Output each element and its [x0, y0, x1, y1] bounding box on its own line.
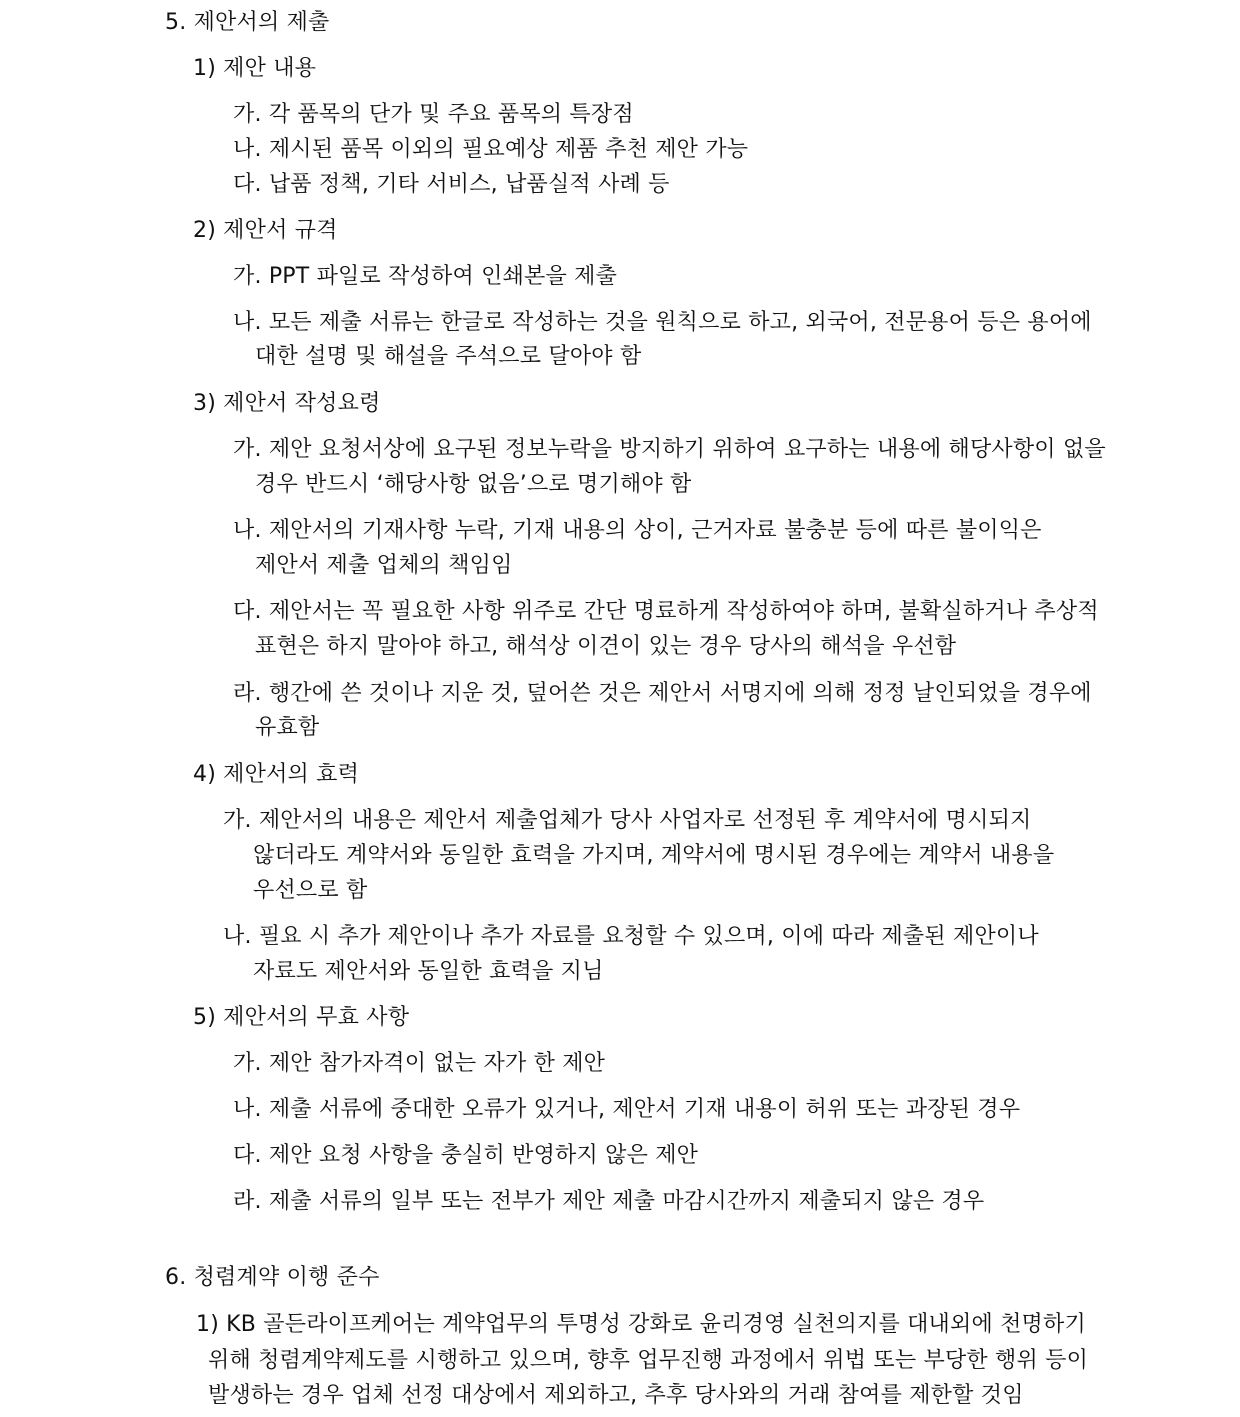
- list-item: 가. PPT 파일로 작성하여 인쇄본을 제출: [233, 264, 618, 289]
- list-item-continuation: 경우 반드시 ‘해당사항 없음’으로 명기해야 함: [255, 472, 692, 497]
- list-item-continuation: 대한 설명 및 해설을 주석으로 달아야 함: [255, 344, 642, 369]
- list-item-continuation: 유효함: [255, 715, 320, 740]
- list-item: 나. 모든 제출 서류는 한글로 작성하는 것을 원칙으로 하고, 외국어, 전문용어 등은 용어에: [233, 310, 1092, 335]
- list-item-continuation: 위해 청렴계약제도를 시행하고 있으며, 향후 업무진행 과정에서 위법 또는 부당한 행위 등이: [208, 1348, 1089, 1373]
- list-item: 가. 제안서의 내용은 제안서 제출업체가 당사 사업자로 선정된 후 계약서에 명시되지: [223, 808, 1032, 833]
- list-item-continuation: 우선으로 함: [253, 878, 368, 903]
- list-item-continuation: 제안서 제출 업체의 책임임: [255, 553, 513, 578]
- subsection-heading: 5) 제안서의 무효 사항: [193, 1005, 410, 1030]
- list-item: 다. 제안서는 꼭 필요한 사항 위주로 간단 명료하게 작성하여야 하며, 불확실하거나 추상적: [233, 599, 1099, 624]
- subsection-heading: 3) 제안서 작성요령: [193, 391, 381, 416]
- list-item-continuation: 않더라도 계약서와 동일한 효력을 가지며, 계약서에 명시된 경우에는 계약서 내용을: [253, 843, 1055, 868]
- list-item: 나. 제안서의 기재사항 누락, 기재 내용의 상이, 근거자료 불충분 등에 따른 불이익은: [233, 518, 1042, 543]
- list-item: 라. 행간에 쓴 것이나 지운 것, 덮어쓴 것은 제안서 서명지에 의해 정정 날인되었을 경우에: [233, 681, 1092, 706]
- subsection-heading: 4) 제안서의 효력: [193, 762, 360, 787]
- list-item: 1) KB 골든라이프케어는 계약업무의 투명성 강화로 윤리경영 실천의지를 대내외에 천명하기: [196, 1312, 1086, 1337]
- list-item: 가. 각 품목의 단가 및 주요 품목의 특장점: [233, 102, 634, 127]
- section-heading: 5. 제안서의 제출: [165, 10, 330, 35]
- list-item: 라. 제출 서류의 일부 또는 전부가 제안 제출 마감시간까지 제출되지 않은 경우: [233, 1189, 985, 1214]
- list-item: 가. 제안 참가자격이 없는 자가 한 제안: [233, 1051, 606, 1076]
- list-item: 다. 납품 정책, 기타 서비스, 납품실적 사례 등: [233, 172, 670, 197]
- subsection-heading: 2) 제안서 규격: [193, 218, 338, 243]
- list-item-continuation: 발생하는 경우 업체 선정 대상에서 제외하고, 추후 당사와의 거래 참여를 제한할 것임: [208, 1383, 1024, 1408]
- list-item-continuation: 표현은 하지 말아야 하고, 해석상 이견이 있는 경우 당사의 해석을 우선함: [255, 634, 957, 659]
- list-item: 가. 제안 요청서상에 요구된 정보누락을 방지하기 위하여 요구하는 내용에 해당사항이 없을: [233, 437, 1106, 462]
- subsection-heading: 1) 제안 내용: [193, 56, 317, 81]
- list-item: 나. 필요 시 추가 제안이나 추가 자료를 요청할 수 있으며, 이에 따라 제출된 제안이나: [223, 924, 1039, 949]
- list-item: 나. 제시된 품목 이외의 필요예상 제품 추천 제안 가능: [233, 137, 749, 162]
- list-item: 나. 제출 서류에 중대한 오류가 있거나, 제안서 기재 내용이 허위 또는 과장된 경우: [233, 1097, 1021, 1122]
- list-item-continuation: 자료도 제안서와 동일한 효력을 지님: [253, 959, 604, 984]
- section-heading: 6. 청렴계약 이행 준수: [165, 1265, 380, 1290]
- list-item: 다. 제안 요청 사항을 충실히 반영하지 않은 제안: [233, 1143, 699, 1168]
